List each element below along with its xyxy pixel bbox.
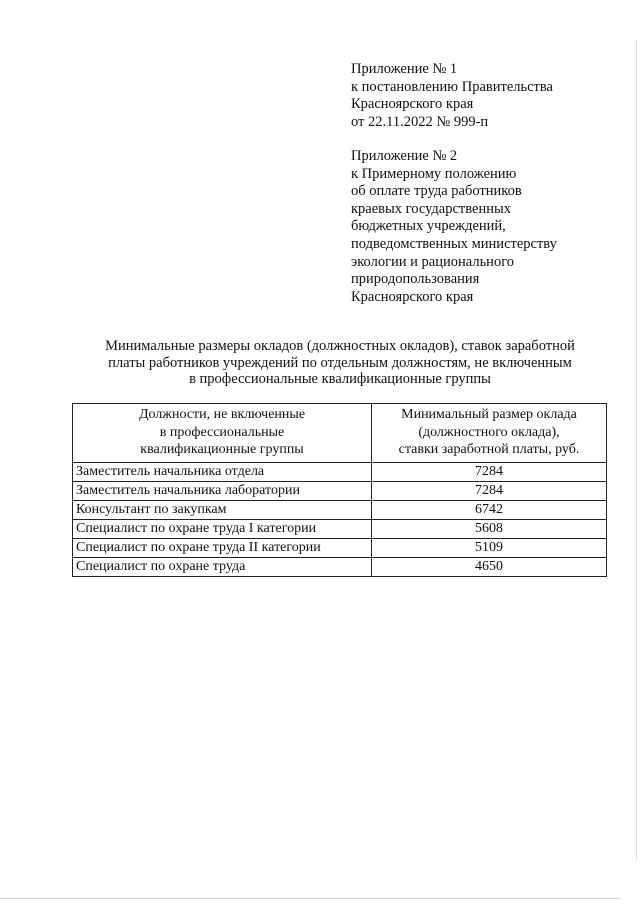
table-header-row <box>73 404 607 463</box>
appendix-2-line: Красноярского края <box>351 288 474 305</box>
appendix-2-heading <box>351 148 621 306</box>
table-row <box>73 481 607 500</box>
table-row <box>73 557 607 576</box>
position-column-header <box>73 404 372 463</box>
table-row <box>73 500 607 519</box>
salary-table <box>72 403 607 577</box>
appendix-2-line: Приложение № 2 <box>351 148 458 164</box>
appendix-2-line: экологии и рационального <box>351 253 515 270</box>
appendix-1-line: от 22.11.2022 № 999-п <box>351 113 489 130</box>
appendix-1-line: Красноярского края <box>351 96 474 113</box>
salary-cell: 5608 <box>372 519 607 538</box>
table-row <box>73 538 607 557</box>
header-line: Должности, не включенные <box>138 407 306 422</box>
position-cell: Специалист по охране труда II категории <box>73 538 372 557</box>
appendix-2-line: бюджетных учреждений, <box>351 218 506 235</box>
scan-edge-artifact <box>636 40 637 860</box>
table-row <box>73 462 607 481</box>
table-row <box>73 519 607 538</box>
salary-cell: 7284 <box>372 481 607 500</box>
salary-cell: 7284 <box>372 462 607 481</box>
appendix-2-line: краевых государственных <box>351 200 511 217</box>
header-line: в профессиональные <box>159 424 285 440</box>
appendix-2-line: об оплате труда работников <box>351 183 522 200</box>
title-line: платы работников учреждений по отдельным должностям, не включенным <box>108 354 572 371</box>
position-cell: Специалист по охране труда I категории <box>73 519 372 538</box>
header-line: (должностного оклада), <box>418 424 560 440</box>
header-line: Минимальный размер оклада <box>401 407 577 422</box>
salary-column-header <box>372 404 607 463</box>
document-title <box>60 338 620 388</box>
appendix-2-line: подведомственных министерству <box>351 235 557 252</box>
appendix-1-line: Приложение № 1 <box>351 61 458 77</box>
appendix-1-heading <box>351 61 621 131</box>
position-cell: Заместитель начальника лаборатории <box>73 481 372 500</box>
title-line: Минимальные размеры окладов (должностных окладов), ставок заработной <box>105 338 575 354</box>
salary-cell: 5109 <box>372 538 607 557</box>
salary-cell: 6742 <box>372 500 607 519</box>
position-cell: Заместитель начальника отдела <box>73 462 372 481</box>
header-line: ставки заработной платы, руб. <box>398 442 580 457</box>
appendix-2-line: к Примерному положению <box>351 165 517 182</box>
appendix-2-line: природопользования <box>351 271 480 288</box>
header-line: квалификационные группы <box>140 442 304 457</box>
salary-cell: 4650 <box>372 557 607 576</box>
appendix-1-line: к постановлению Правительства <box>351 78 553 95</box>
scan-edge-artifact <box>0 898 620 899</box>
position-cell: Консультант по закупкам <box>73 500 372 519</box>
title-line: в профессиональные квалификационные группы <box>189 371 491 387</box>
position-cell: Специалист по охране труда <box>73 557 372 576</box>
